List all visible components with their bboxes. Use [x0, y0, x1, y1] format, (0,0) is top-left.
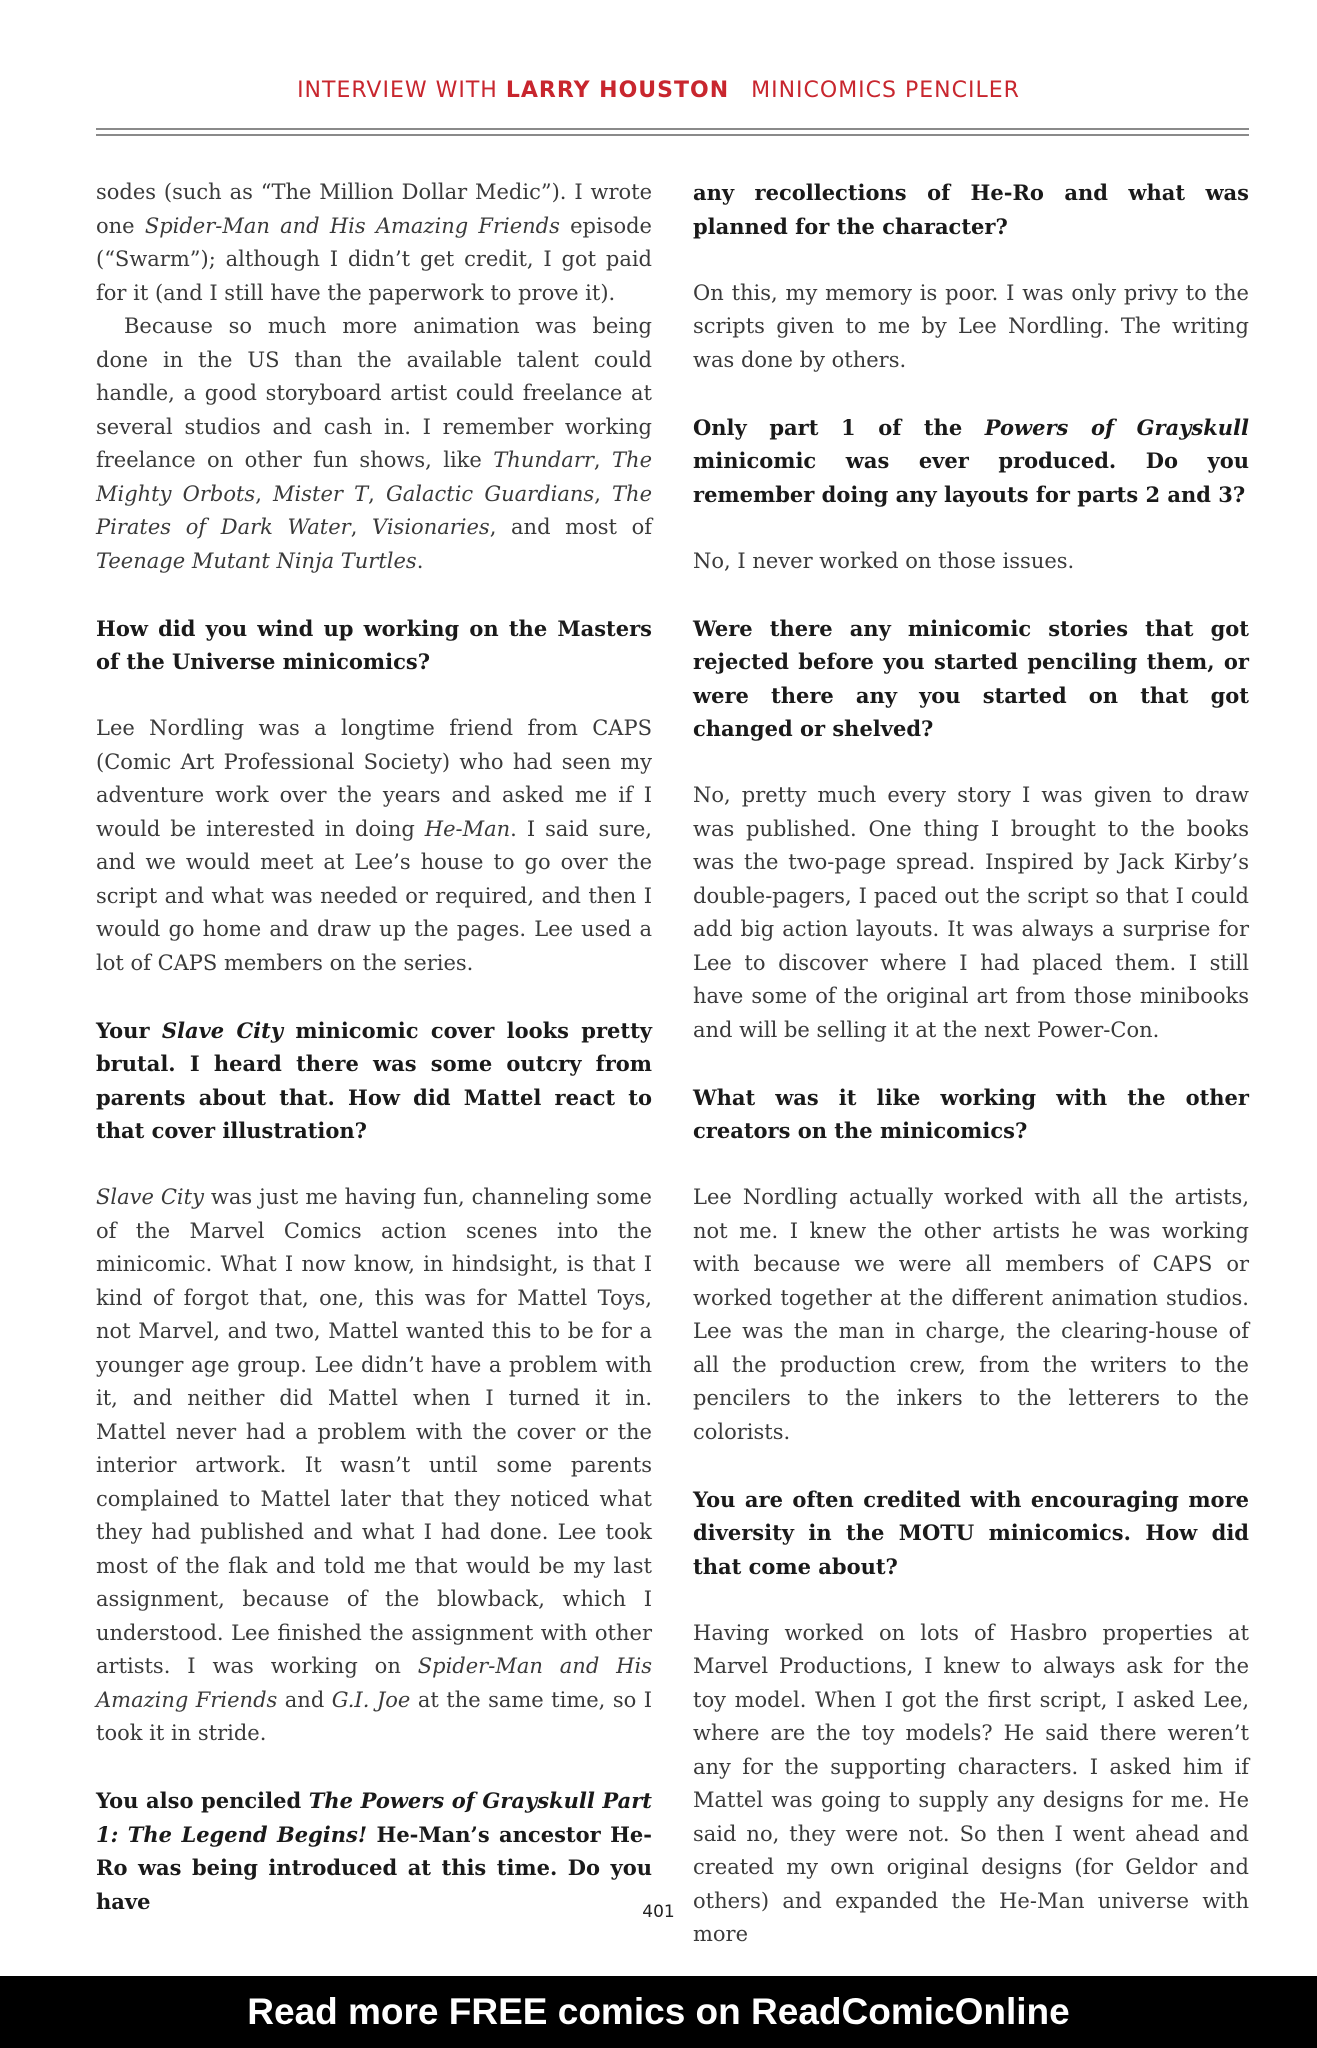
- answer-paragraph: Because so much more animation was being done in the US than the available talent could handle, a good storyboard artist could freelance at several studios and cash in. I remember working freelance on other fun shows, like Thundarr, The Mighty Orbots, Mister T, Galactic Guardians, The Pirates of Dark Water, Visionaries, and most of Teenage Mutant Ninja Turtles.: [96, 314, 652, 573]
- interview-question: Your Slave City minicomic cover looks pretty brutal. I heard there was some outcry from parents about that. How did Mattel react to that cover illustration?: [96, 1017, 652, 1143]
- answer-paragraph: No, pretty much every story I was given to draw was published. One thing I brought to the books was the two-page spread. Inspired by Jack Kirby’s double-pagers, I paced out the script so that I could add big action layouts. It was always a surprise for Lee to discover where I had placed them. I still have some of the original art from those minibooks and will be selling it at the next Power-Con.: [693, 783, 1249, 1042]
- answer-paragraph: Lee Nordling was a longtime friend from CAPS (Comic Art Professional Society) who had seen my adventure work over the years and asked me if I would be interested in doing He-Man. I said sure, and we would meet at Lee’s house to go over the script and what was needed or required, and then I would go home and draw up the pages. Lee used a lot of CAPS members on the series.: [96, 716, 652, 975]
- promo-banner[interactable]: Read more FREE comics on ReadComicOnline: [0, 1976, 1317, 2048]
- answer-paragraph: Having worked on lots of Hasbro properties at Marvel Productions, I knew to always ask for the toy model. When I got the first script, I asked Lee, where are the toy models? He said there weren’t any for the supporting characters. I asked him if Mattel was going to supply any designs for me. He said no, they were not. So then I went ahead and created my own original designs (for Geldor and others) and expanded the He-Man universe with more: [693, 1620, 1249, 1946]
- answer-paragraph: On this, my memory is poor. I was only privy to the scripts given to me by Lee Nordling. The writing was done by others.: [693, 280, 1249, 372]
- interview-question: You also penciled The Powers of Grayskull Part 1: The Legend Begins! He-Man’s ancestor He-Ro was being introduced at this time. Do you have: [96, 1788, 652, 1914]
- header-rule-bottom: [96, 134, 1249, 136]
- right-column: [693, 176, 1249, 1952]
- interview-question: any recollections of He-Ro and what was planned for the character?: [693, 180, 1249, 239]
- interview-question: How did you wind up working on the Masters of the Universe minicomics?: [96, 615, 652, 674]
- header-rule-top: [96, 128, 1249, 130]
- interview-question: Were there any minicomic stories that got rejected before you started penciling them, or were there any you started on that got changed or shelved?: [693, 615, 1249, 741]
- header-suffix: MINICOMICS PENCILER: [751, 78, 1020, 103]
- answer-paragraph: Lee Nordling actually worked with all the artists, not me. I knew the other artists he was working with because we were all members of CAPS or worked together at the different animation studios. Lee was the man in charge, the clearing-house of all the production crew, from the writers to the pencilers to the inkers to the letterers to the colorists.: [693, 1185, 1249, 1444]
- answer-paragraph: Slave City was just me having fun, channeling some of the Marvel Comics action scenes into the minicomic. What I now know, in hindsight, is that I kind of forgot that, one, this was for Mattel Toys, not Marvel, and two, Mattel wanted this to be for a younger age group. Lee didn’t have a problem with it, and neither did Mattel when I turned it in. Mattel never had a problem with the cover or the interior artwork. It wasn’t until some parents complained to Mattel later that they noticed what they had published and what I had done. Lee took most of the flak and told me that would be my last assignment, because of the blowback, which I understood. Lee finished the assignment with other artists. I was working on Spider-Man and His Amazing Friends and G.I. Joe at the same time, so I took it in stride.: [96, 1185, 652, 1745]
- interview-question: What was it like working with the other creators on the minicomics?: [693, 1084, 1249, 1143]
- running-header: [0, 78, 1317, 103]
- header-prefix: INTERVIEW WITH: [297, 78, 498, 103]
- interview-question: You are often credited with encouraging more diversity in the MOTU minicomics. How did that come about?: [693, 1486, 1249, 1579]
- answer-paragraph: sodes (such as “The Million Dollar Medic”). I wrote one Spider-Man and His Amazing Friends episode (“Swarm”); although I didn’t get credit, I got paid for it (and I still have the paperwork to prove it).: [96, 180, 652, 305]
- page-number: 401: [642, 1902, 675, 1922]
- left-column: [96, 176, 652, 1918]
- interview-question: Only part 1 of the Powers of Grayskull minicomic was ever produced. Do you remember doing any layouts for parts 2 and 3?: [693, 414, 1250, 507]
- header-name: LARRY HOUSTON: [505, 78, 730, 103]
- answer-paragraph: No, I never worked on those issues.: [693, 548, 1075, 573]
